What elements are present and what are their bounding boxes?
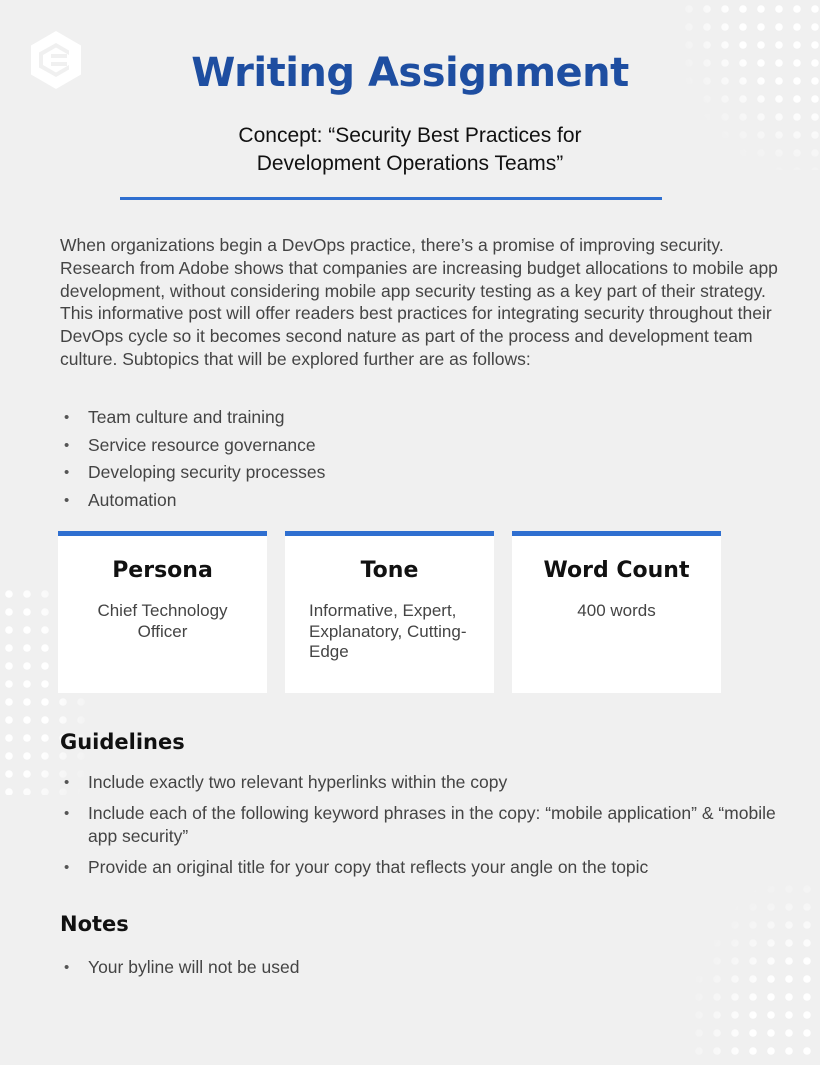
concept-line-2: Development Operations Teams” (256, 152, 564, 175)
guidelines-heading: Guidelines (60, 730, 185, 754)
list-item: • Automation (60, 487, 790, 515)
list-item: • Include each of the following keyword phrases in the copy: “mobile application” & “mobile app security” (60, 802, 790, 848)
tone-card-title: Tone (360, 558, 419, 583)
notes-heading: Notes (60, 912, 129, 936)
assignment-cards (58, 531, 722, 693)
concept-line-1: Concept: “Security Best Practices for (238, 124, 582, 147)
persona-card-title: Persona (112, 558, 213, 583)
title-divider (120, 197, 662, 200)
tone-card (285, 531, 494, 693)
concept-heading (180, 122, 640, 178)
persona-card (58, 531, 267, 693)
list-item: • Provide an original title for your copy that reflects your angle on the topic (60, 856, 790, 879)
list-item: • Developing security processes (60, 459, 790, 487)
guidelines-list (60, 771, 790, 887)
subtopics-list (60, 404, 790, 515)
tone-card-value: Informative, Expert, Explanatory, Cutting-Edge (309, 601, 467, 661)
persona-card-value: Chief Technology Officer (97, 601, 228, 641)
list-item: • Your byline will not be used (60, 955, 790, 980)
word-count-card-value: 400 words (577, 601, 656, 620)
word-count-card-title: Word Count (543, 558, 690, 583)
notes-list (60, 955, 790, 980)
list-item: • Service resource governance (60, 432, 790, 460)
intro-paragraph: When organizations begin a DevOps practice, there’s a promise of improving security. Research from Adobe shows that companies are increasing budget allocations to mobile app development, without considering mobile app security testing as a key part of their strategy. This informative post will offer readers best practices for integrating security throughout their DevOps cycle so it becomes second nature as part of the process and development team culture. Subtopics that will be explored further are as follows: (60, 235, 778, 369)
page-title: Writing Assignment (191, 50, 629, 96)
list-item: • Team culture and training (60, 404, 790, 432)
word-count-card (512, 531, 721, 693)
list-item: • Include exactly two relevant hyperlinks within the copy (60, 771, 790, 794)
